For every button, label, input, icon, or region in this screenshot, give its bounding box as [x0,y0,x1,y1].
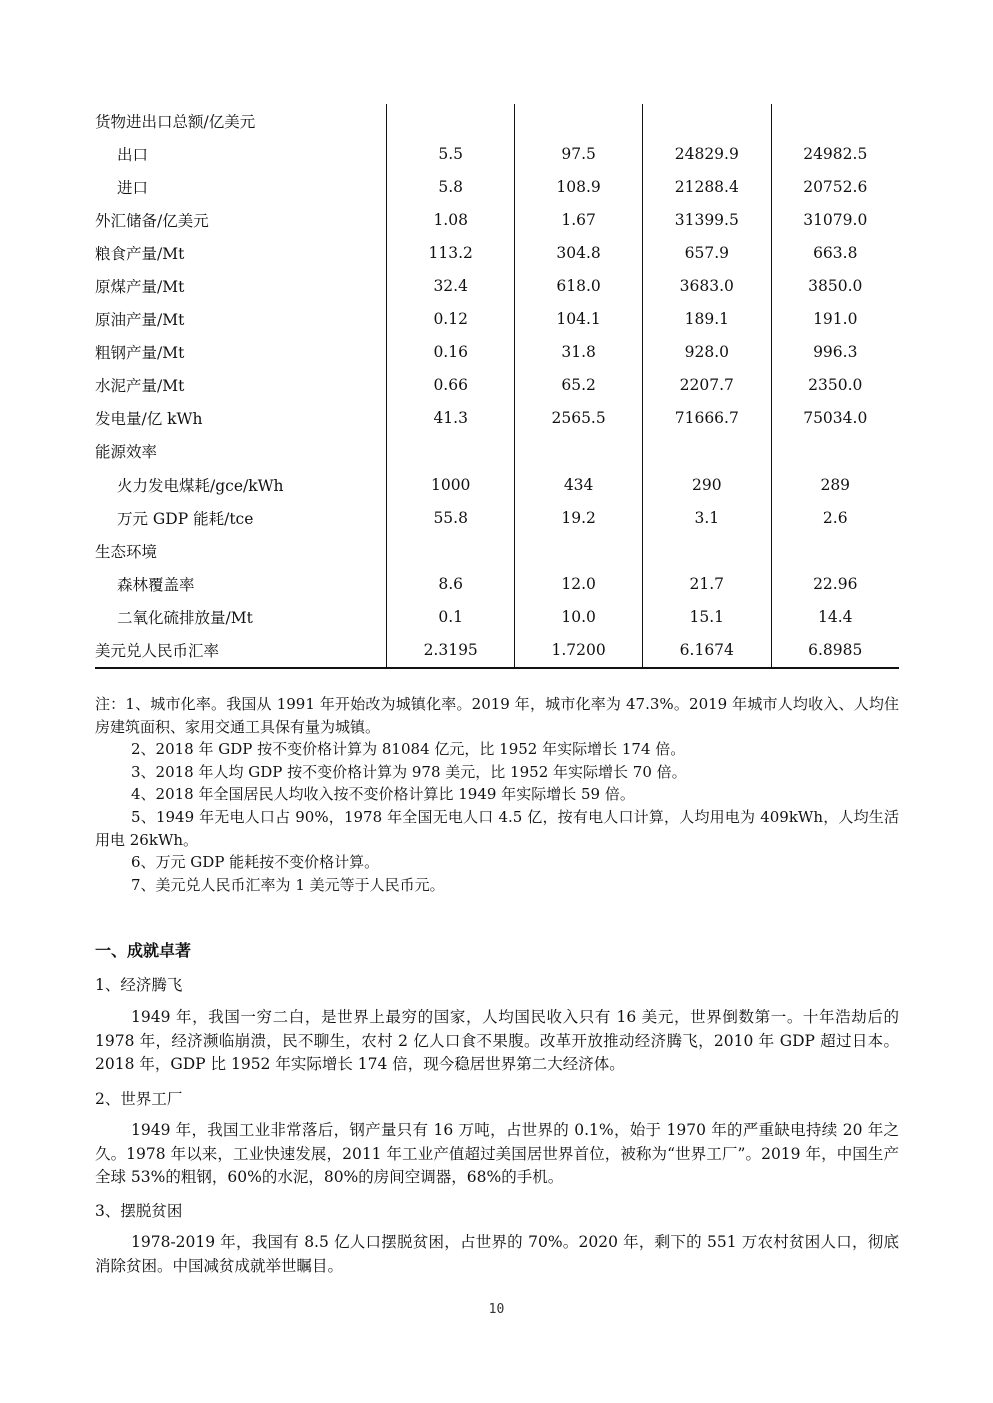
table-row [95,402,899,435]
value-cell: 65.2 [515,369,643,402]
value-cell: 0.12 [387,303,515,336]
value-cell [515,534,643,567]
row-label: 能源效率 [95,443,158,462]
value-cell: 14.4 [771,600,899,633]
value-cell: 2350.0 [771,369,899,402]
value-cell: 290 [643,468,771,501]
value-cell: 657.9 [643,236,771,269]
row-label: 原煤产量/Mt [95,278,185,297]
value-cell: 31.8 [515,336,643,369]
value-cell [643,534,771,567]
note-4: 4、2018 年全国居民人均收入按不变价格计算比 1949 年实际增长 59 倍。 [131,785,635,804]
table-row [95,567,899,600]
page-number: 10 [488,1302,505,1317]
value-cell: 8.6 [387,567,515,600]
statistics-table-body [95,104,899,668]
value-cell: 3850.0 [771,269,899,302]
table-row [95,501,899,534]
value-cell: 97.5 [515,137,643,170]
row-label: 万元 GDP 能耗/tce [117,509,254,528]
value-cell: 19.2 [515,501,643,534]
row-label: 发电量/亿 kWh [95,410,203,429]
value-cell: 71666.7 [643,402,771,435]
value-cell: 41.3 [387,402,515,435]
value-cell: 663.8 [771,236,899,269]
row-label: 粗钢产量/Mt [95,344,185,363]
value-cell: 2565.5 [515,402,643,435]
value-cell: 6.8985 [771,634,899,668]
row-label: 外汇储备/亿美元 [95,211,209,230]
value-cell: 3.1 [643,501,771,534]
row-label: 原油产量/Mt [95,311,185,330]
table-row [95,369,899,402]
value-cell [771,435,899,468]
value-cell: 15.1 [643,600,771,633]
table-row [95,468,899,501]
value-cell: 0.66 [387,369,515,402]
row-label: 生态环境 [95,542,158,561]
table-row [95,336,899,369]
value-cell: 21.7 [643,567,771,600]
value-cell: 24982.5 [771,137,899,170]
subsection-1-heading: 1、经济腾飞 [95,976,183,994]
row-label: 森林覆盖率 [117,575,195,594]
note-7: 7、美元兑人民币汇率为 1 美元等于人民币元。 [131,875,445,894]
value-cell: 0.16 [387,336,515,369]
value-cell: 191.0 [771,303,899,336]
value-cell [387,104,515,137]
value-cell: 55.8 [387,501,515,534]
table-row [95,634,899,668]
value-cell: 108.9 [515,170,643,203]
value-cell: 12.0 [515,567,643,600]
value-cell: 5.8 [387,170,515,203]
value-cell: 928.0 [643,336,771,369]
table-notes [95,693,899,896]
note-6: 6、万元 GDP 能耗按不变价格计算。 [131,853,380,872]
value-cell: 31079.0 [771,203,899,236]
note-2: 2、2018 年 GDP 按不变价格计算为 81084 亿元，比 1952 年实际增长 174 倍。 [131,740,686,759]
value-cell: 10.0 [515,600,643,633]
subsection-1-paragraph: 1949 年，我国一穷二白，是世界上最穷的国家，人均国民收入只有 16 美元，世界倒数第一。十年浩劫后的 1978 年，经济濒临崩溃，民不聊生，农村 2 亿人口食不果腹。改革开放推动经济腾飞，2010 年 GDP 超过日本。2018 年，GDP 比 1952 年实际增长 174 倍，现今稳居世界第二大经济体。 [95,1008,899,1073]
table-row [95,435,899,468]
value-cell: 2207.7 [643,369,771,402]
value-cell: 1.08 [387,203,515,236]
value-cell: 434 [515,468,643,501]
value-cell [387,435,515,468]
value-cell: 1000 [387,468,515,501]
value-cell: 104.1 [515,303,643,336]
value-cell [643,104,771,137]
value-cell: 189.1 [643,303,771,336]
value-cell: 22.96 [771,567,899,600]
row-label: 粮食产量/Mt [95,244,185,263]
value-cell: 24829.9 [643,137,771,170]
value-cell: 31399.5 [643,203,771,236]
value-cell [515,104,643,137]
table-row [95,303,899,336]
row-label: 火力发电煤耗/gce/kWh [117,476,284,495]
value-cell: 5.5 [387,137,515,170]
subsection-2-heading: 2、世界工厂 [95,1090,183,1108]
value-cell: 1.67 [515,203,643,236]
table-row [95,600,899,633]
value-cell: 113.2 [387,236,515,269]
value-cell: 2.3195 [387,634,515,668]
statistics-table [95,104,899,669]
value-cell [771,534,899,567]
row-label: 进口 [117,178,149,197]
row-label: 二氧化硫排放量/Mt [117,608,253,627]
row-label: 水泥产量/Mt [95,377,185,396]
note-5: 5、1949 年无电人口占 90%，1978 年全国无电人口 4.5 亿，按有电人口计算，人均用电为 409kWh，人均生活用电 26kWh。 [95,807,899,849]
value-cell: 2.6 [771,501,899,534]
table-row [95,170,899,203]
value-cell: 289 [771,468,899,501]
row-label: 美元兑人民币汇率 [95,634,387,668]
value-cell: 0.1 [387,600,515,633]
section-heading: 一、成就卓著 [95,941,192,960]
table-row [95,534,899,567]
value-cell: 6.1674 [643,634,771,668]
value-cell [643,435,771,468]
value-cell: 75034.0 [771,402,899,435]
note-1: 注：1、城市化率。我国从 1991 年开始改为城镇化率。2019 年，城市化率为 47.3%。2019 年城市人均收入、人均住房建筑面积、家用交通工具保有量为城镇。 [95,695,899,736]
table-row [95,269,899,302]
value-cell: 21288.4 [643,170,771,203]
table-row [95,104,899,137]
value-cell [771,104,899,137]
value-cell [387,534,515,567]
value-cell: 304.8 [515,236,643,269]
value-cell: 1.7200 [515,634,643,668]
value-cell: 20752.6 [771,170,899,203]
table-row [95,203,899,236]
subsection-3-heading: 3、摆脱贫困 [95,1202,183,1220]
value-cell: 32.4 [387,269,515,302]
table-row [95,137,899,170]
value-cell [515,435,643,468]
value-cell: 996.3 [771,336,899,369]
subsection-2-paragraph: 1949 年，我国工业非常落后，钢产量只有 16 万吨，占世界的 0.1%，始于 1970 年的严重缺电持续 20 年之久。1978 年以来，工业快速发展，2011 年工业产值超过美国居世界首位，被称为“世界工厂”。2019 年，中国生产全球 53%的粗钢，60%的水泥，80%的房间空调器，68%的手机。 [95,1121,899,1186]
value-cell: 618.0 [515,269,643,302]
row-label: 出口 [117,145,149,164]
subsection-3-paragraph: 1978-2019 年，我国有 8.5 亿人口摆脱贫困，占世界的 70%。2020 年，剩下的 551 万农村贫困人口，彻底消除贫困。中国减贫成就举世瞩目。 [95,1233,899,1275]
row-label: 货物进出口总额/亿美元 [95,112,256,131]
table-row [95,236,899,269]
value-cell: 3683.0 [643,269,771,302]
note-3: 3、2018 年人均 GDP 按不变价格计算为 978 美元，比 1952 年实际增长 70 倍。 [131,762,687,781]
